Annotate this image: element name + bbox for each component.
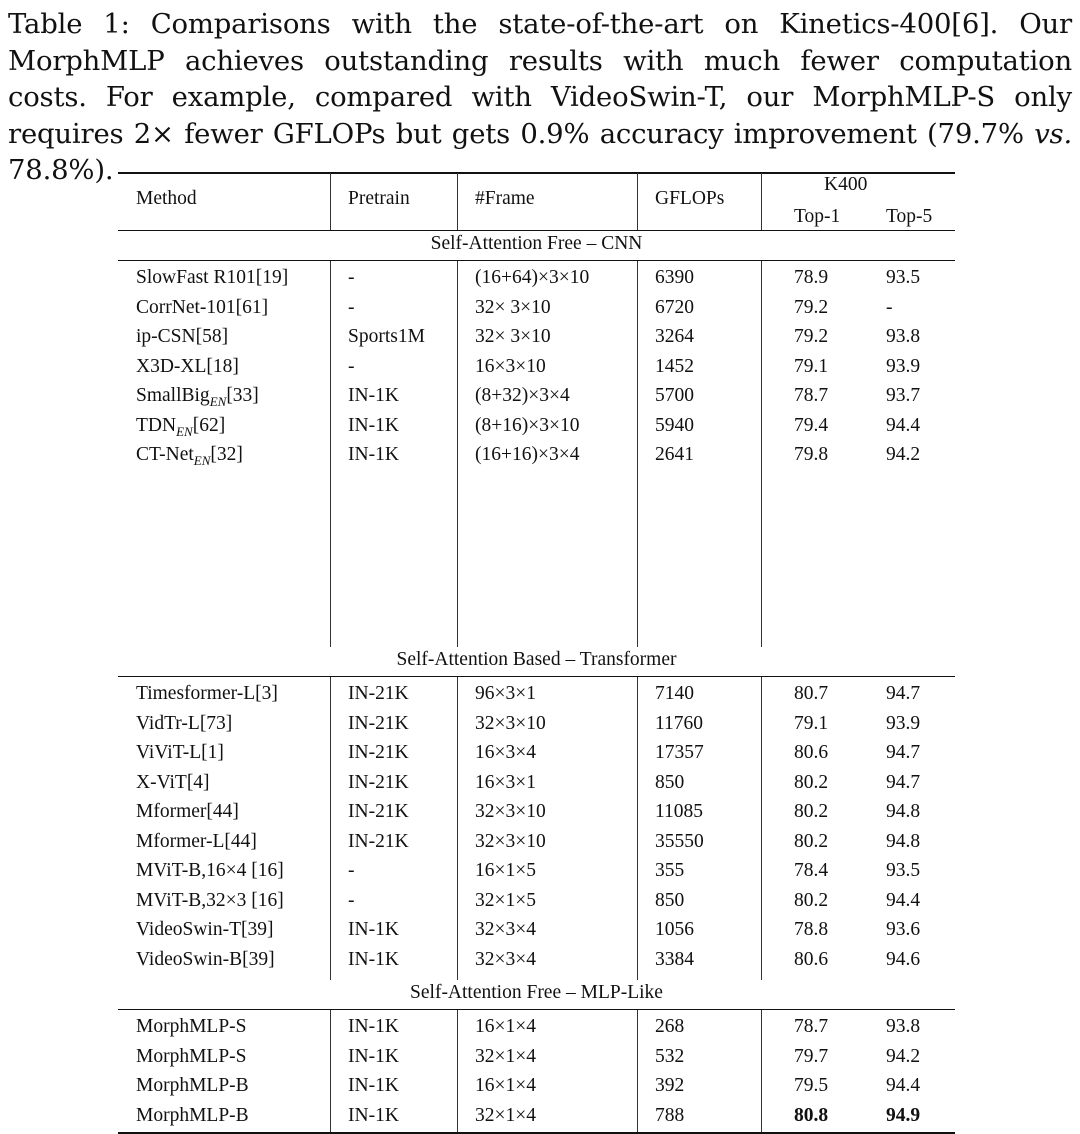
cell-pretrain: IN-1K — [348, 414, 399, 436]
cell-frame: 32× 3×10 — [475, 326, 551, 347]
cell-frame: (16+64)×3×10 — [475, 267, 590, 288]
column-rule — [637, 173, 638, 230]
column-rule — [457, 677, 458, 980]
cell-top1: 78.4 — [794, 860, 829, 881]
method-subscript: EN — [209, 393, 227, 409]
cell-method: Mformer[44] — [136, 801, 239, 822]
cell-top5: 94.7 — [886, 771, 921, 793]
cell-top1: 79.2 — [794, 326, 829, 347]
cell-top1: 79.7 — [794, 1045, 829, 1067]
column-rule — [761, 261, 762, 647]
cell-gflops: 850 — [655, 889, 685, 911]
column-rule — [637, 261, 638, 647]
cell-top1: 79.5 — [794, 1075, 829, 1096]
cell-gflops: 850 — [655, 771, 685, 793]
cell-method: CorrNet-101[61] — [136, 296, 269, 318]
cell-method: Mformer-L[44] — [136, 830, 257, 852]
cell-gflops: 17357 — [655, 742, 704, 763]
cell-method: ViViT-L[1] — [136, 742, 224, 763]
cell-pretrain: IN-21K — [348, 830, 409, 852]
header-k400: K400 — [824, 174, 868, 195]
cell-method — [136, 440, 243, 470]
cell-frame: (8+32)×3×4 — [475, 385, 570, 406]
cell-top5: 94.2 — [886, 444, 921, 465]
cell-top1: 79.8 — [794, 444, 829, 465]
table-caption — [8, 6, 1072, 189]
cell-pretrain: - — [348, 296, 355, 318]
cell-top1: 79.1 — [794, 355, 829, 377]
cell-pretrain: IN-21K — [348, 712, 409, 734]
cell-top5: 94.4 — [886, 889, 921, 911]
method-subscript: EN — [176, 423, 193, 439]
method-name: TDN — [136, 414, 177, 436]
column-rule — [761, 677, 762, 980]
cell-gflops: 5940 — [655, 414, 694, 436]
cell-gflops: 7140 — [655, 683, 694, 704]
cell-top1: 78.7 — [794, 1016, 829, 1037]
cell-top1: 80.6 — [794, 948, 829, 970]
cell-pretrain: IN-21K — [348, 801, 409, 822]
cell-method: MorphMLP-S — [136, 1045, 247, 1067]
column-rule — [637, 677, 638, 980]
cell-frame: 16×1×5 — [475, 860, 536, 881]
cell-pretrain: IN-21K — [348, 771, 409, 793]
cell-gflops: 268 — [655, 1016, 685, 1037]
column-rule — [637, 1010, 638, 1132]
cell-top1: 80.7 — [794, 683, 829, 704]
method-ref: [32] — [210, 444, 243, 465]
group-rule — [118, 260, 955, 261]
cell-top5: 94.6 — [886, 948, 921, 970]
cell-frame: 32×1×5 — [475, 889, 536, 911]
cell-top5: 93.9 — [886, 355, 921, 377]
cell-frame: 32×3×4 — [475, 948, 536, 970]
cell-frame: 32×1×4 — [475, 1104, 536, 1126]
column-rule — [330, 173, 331, 230]
cell-top1: 79.1 — [794, 712, 829, 734]
header-top5: Top-5 — [886, 206, 933, 227]
cell-top5: 94.8 — [886, 801, 921, 822]
cell-frame: 16×3×1 — [475, 771, 536, 793]
cell-method — [136, 381, 259, 411]
cell-top5: 93.5 — [886, 860, 921, 881]
cell-method: ip-CSN[58] — [136, 326, 229, 347]
cell-top1: 78.9 — [794, 267, 829, 288]
cell-top1: 80.2 — [794, 889, 829, 911]
cell-method: VideoSwin-B[39] — [136, 948, 275, 970]
cell-top5: 93.9 — [886, 712, 921, 734]
cell-top1: 80.2 — [794, 801, 829, 822]
cell-gflops: 3264 — [655, 326, 694, 347]
cell-method: SlowFast R101[19] — [136, 267, 289, 288]
cell-pretrain: - — [348, 889, 355, 911]
cell-pretrain: IN-1K — [348, 1045, 399, 1067]
cell-pretrain: - — [348, 267, 355, 288]
column-rule — [761, 1010, 762, 1132]
cell-pretrain: IN-21K — [348, 683, 409, 704]
cell-method: Timesformer-L[3] — [136, 683, 278, 704]
cell-top5: 94.7 — [886, 742, 921, 763]
cell-pretrain: IN-1K — [348, 385, 399, 406]
header-top1: Top-1 — [794, 206, 841, 227]
header-method: Method — [136, 188, 197, 209]
cell-method: X-ViT[4] — [136, 771, 210, 793]
method-ref: [33] — [226, 385, 259, 406]
group-title: Self-Attention Free – CNN — [430, 233, 643, 254]
cell-top1: 79.2 — [794, 296, 829, 318]
cell-frame: 32×1×4 — [475, 1045, 536, 1067]
column-rule — [457, 261, 458, 647]
method-subscript: EN — [193, 452, 211, 468]
table-bottom-rule — [118, 1132, 955, 1134]
cell-frame: 32×3×10 — [475, 801, 546, 822]
cell-pretrain: IN-1K — [348, 1016, 399, 1037]
cell-pretrain: - — [348, 860, 355, 881]
cell-gflops: 2641 — [655, 444, 694, 465]
cell-method: MViT-B,16×4 [16] — [136, 860, 284, 881]
cell-frame: 32×3×10 — [475, 830, 546, 852]
cell-gflops: 1452 — [655, 355, 694, 377]
method-name: SmallBig — [136, 385, 210, 406]
cell-method: MorphMLP-S — [136, 1016, 247, 1037]
caption-text: Comparisons with the state-of-the-art on Kinetics-400[6]. Our MorphMLP achieves outstanding results with much fewer computation costs. For example, compared with VideoSwin-T, our MorphMLP-S only requires 2× fewer GFLOPs but gets 0.9% accuracy improvement (79.7% — [8, 8, 1072, 150]
cell-pretrain: IN-1K — [348, 1075, 399, 1096]
cell-top5: 94.7 — [886, 683, 921, 704]
cell-top1: 78.8 — [794, 919, 829, 940]
group-rule — [118, 1009, 955, 1010]
cell-frame: 32× 3×10 — [475, 296, 551, 318]
cell-top5: 93.7 — [886, 385, 921, 406]
cell-gflops: 3384 — [655, 948, 694, 970]
cell-pretrain: IN-1K — [348, 1104, 399, 1126]
cell-pretrain: IN-1K — [348, 919, 399, 940]
cell-method: VideoSwin-T[39] — [136, 919, 274, 940]
cell-frame: 16×3×10 — [475, 355, 546, 377]
cell-method: MorphMLP-B — [136, 1104, 249, 1126]
cell-pretrain: Sports1M — [348, 326, 425, 347]
column-rule — [330, 1010, 331, 1132]
column-rule — [457, 1010, 458, 1132]
header-frame: #Frame — [475, 188, 535, 209]
cell-frame: 96×3×1 — [475, 683, 536, 704]
cell-gflops: 1056 — [655, 919, 694, 940]
cell-method: VidTr-L[73] — [136, 712, 233, 734]
cell-pretrain: IN-21K — [348, 742, 409, 763]
cell-top5: 93.5 — [886, 267, 921, 288]
column-rule — [761, 173, 762, 230]
cell-frame: 16×3×4 — [475, 742, 536, 763]
cell-frame: 32×3×10 — [475, 712, 546, 734]
cell-frame: 16×1×4 — [475, 1016, 536, 1037]
group-title: Self-Attention Based – Transformer — [396, 649, 677, 670]
header-pretrain: Pretrain — [348, 188, 410, 209]
cell-top1: 80.2 — [794, 771, 829, 793]
cell-top5: 94.8 — [886, 830, 921, 852]
method-ref: [62] — [192, 414, 226, 436]
cell-top1: 80.2 — [794, 830, 829, 852]
caption-text-end: 78.8%). — [8, 154, 114, 186]
cell-gflops: 355 — [655, 860, 685, 881]
group-title: Self-Attention Free – MLP-Like — [410, 982, 663, 1003]
cell-top5: 93.8 — [886, 1016, 921, 1037]
cell-frame: (16+16)×3×4 — [475, 444, 580, 465]
cell-top1: 79.4 — [794, 414, 829, 436]
column-rule — [457, 173, 458, 230]
cell-gflops: 392 — [655, 1075, 685, 1096]
cell-top5: 93.6 — [886, 919, 921, 940]
cell-frame: 16×1×4 — [475, 1075, 536, 1096]
cell-method: X3D-XL[18] — [136, 355, 239, 377]
header-gflops: GFLOPs — [655, 188, 725, 209]
cell-gflops: 6390 — [655, 267, 694, 288]
cell-gflops: 35550 — [655, 830, 704, 852]
cell-pretrain: IN-1K — [348, 444, 399, 465]
cell-gflops: 11085 — [655, 801, 704, 822]
cell-top5: - — [886, 296, 893, 318]
cell-method — [136, 411, 225, 441]
column-rule — [330, 677, 331, 980]
cell-frame: 32×3×4 — [475, 919, 536, 940]
cell-top5: 93.8 — [886, 326, 921, 347]
cell-top5: 94.2 — [886, 1045, 921, 1067]
cell-pretrain: - — [348, 355, 355, 377]
cell-top5: 94.4 — [886, 414, 921, 436]
cell-gflops: 6720 — [655, 296, 694, 318]
cell-pretrain: IN-1K — [348, 948, 399, 970]
cell-top5: 94.4 — [886, 1075, 921, 1096]
group-rule — [118, 676, 955, 677]
caption-label: Table 1: — [8, 8, 130, 40]
method-name: CT-Net — [136, 444, 194, 465]
column-rule — [330, 261, 331, 647]
cell-top5: 94.9 — [886, 1104, 921, 1126]
caption-vs: vs. — [1034, 117, 1073, 150]
cell-method: MViT-B,32×3 [16] — [136, 889, 284, 911]
cell-gflops: 532 — [655, 1045, 685, 1067]
cell-gflops: 788 — [655, 1104, 685, 1126]
cell-top1: 80.6 — [794, 742, 829, 763]
cell-method: MorphMLP-B — [136, 1075, 249, 1096]
cell-frame: (8+16)×3×10 — [475, 414, 580, 436]
cell-gflops: 11760 — [655, 712, 704, 734]
cell-top1: 78.7 — [794, 385, 829, 406]
cell-gflops: 5700 — [655, 385, 694, 406]
cell-top1: 80.8 — [794, 1104, 829, 1126]
